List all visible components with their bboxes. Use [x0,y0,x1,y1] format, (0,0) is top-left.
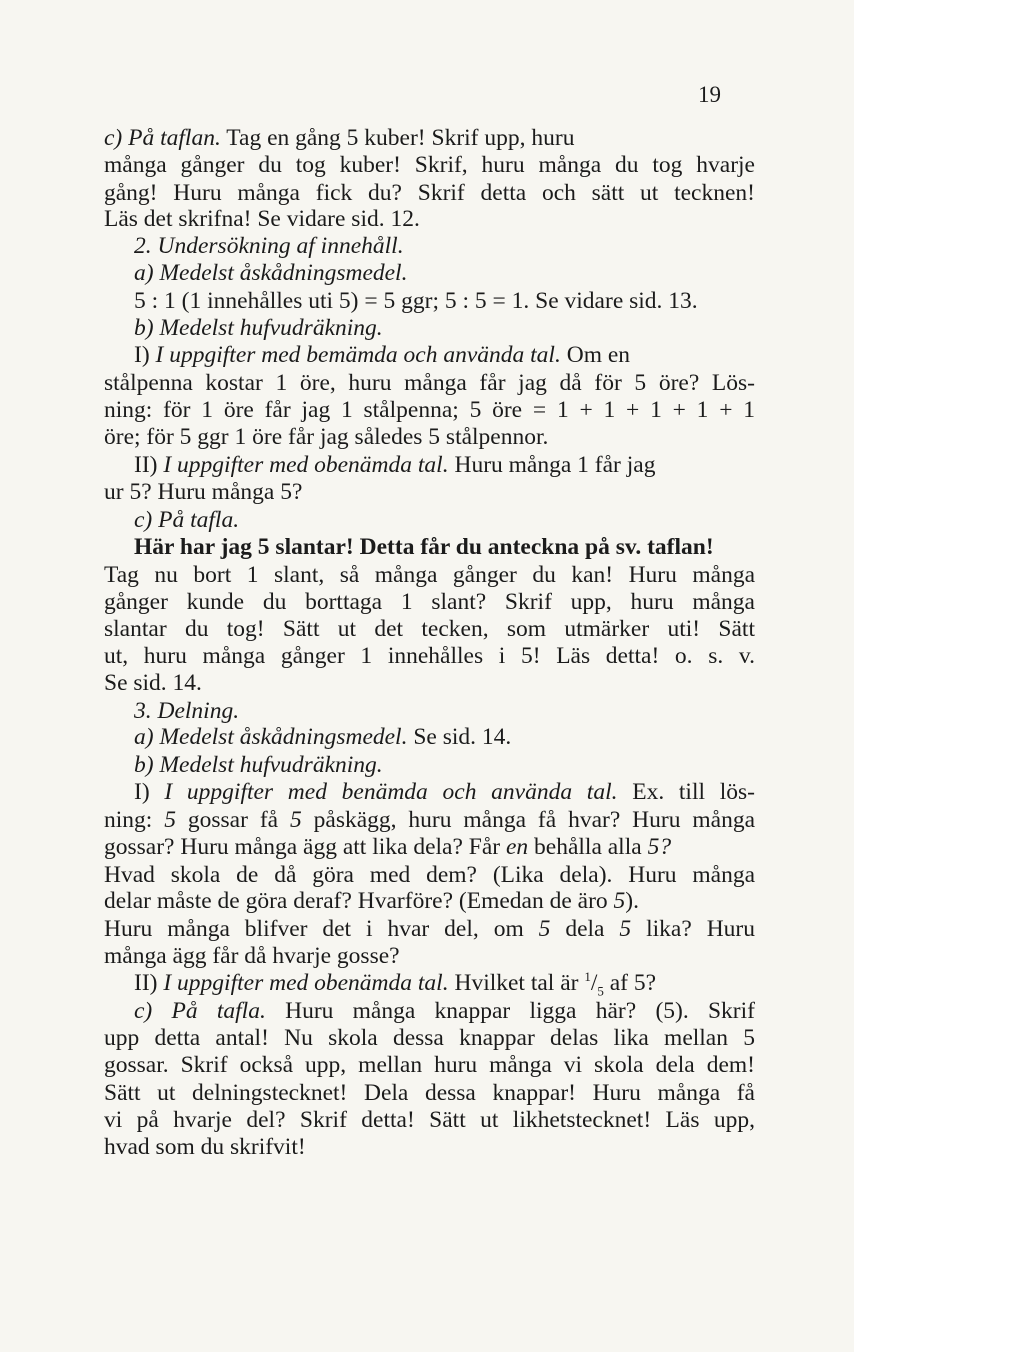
text-segment: 5 [619,916,632,942]
text-segment: II) [134,452,164,478]
text-segment: lika? Huru [631,916,756,942]
text-line [104,642,755,670]
text-segment: Tag en gång 5 kuber! Skrif upp, huru [220,125,575,151]
text-segment: Undersökning af innehåll. [157,233,404,259]
text-line [104,205,420,233]
text-segment: ur 5? Huru många 5? [104,479,303,505]
text-segment: upp detta antal! Nu skola dessa knappar delas lika mellan 5 [104,1025,755,1051]
text-segment: c) [134,507,159,533]
text-line [104,179,755,207]
text-segment: Medelst åskådningsmedel. [159,724,408,750]
text-segment: 5 [289,807,302,833]
text-segment: I) [134,779,165,805]
text-segment: Hvilket tal är [448,970,585,996]
text-segment: / [590,970,598,996]
text-line [104,615,755,643]
text-line [104,861,755,889]
text-segment: Sätt ut delningstecknet! Dela dessa knappar! Huru många få [104,1080,755,1106]
text-line [104,669,202,697]
text-segment: Huru många blifver det i hvar del, om [104,916,539,942]
text-segment: Huru många knappar ligga här? (5). Skrif [265,998,755,1024]
text-segment: c) [104,125,129,151]
text-line [104,1079,755,1107]
text-segment: öre; för 5 ggr 1 öre får jag således 5 stålpennor. [104,424,549,450]
text-segment: en [505,834,529,860]
text-line [104,561,755,589]
text-segment: Medelst åskådningsmedel. [159,260,408,286]
text-line [104,1133,306,1161]
text-segment: hvad som du skrifvit! [104,1134,306,1160]
text-line [134,341,630,369]
text-segment: dela [550,916,620,942]
text-segment: På tafla. [158,507,240,533]
text-line [134,697,239,725]
text-segment: gång! Huru många fick du? Skrif detta och sätt ut tecknen! [104,180,755,206]
text-segment: Se sid. 14. [407,724,512,750]
text-segment: På taflan. [128,125,221,151]
text-line [104,1106,755,1134]
text-segment: 3. [134,698,158,724]
text-segment: vi på hvarje del? Skrif detta! Sätt ut likhetstecknet! Läs upp, [104,1107,755,1133]
text-segment: 5 [538,916,551,942]
text-segment: många ägg får då hvarje gosse? [104,943,400,969]
text-segment: I) [134,342,156,368]
text-segment: slantar du tog! Sätt ut det tecken, som utmärker uti! Sätt [104,616,755,642]
text-line [104,423,548,451]
text-line [134,506,239,534]
text-segment: 5 [164,807,176,833]
text-segment: gossar? Huru många ägg att lika dela? Får [104,834,506,860]
text-segment: a) [134,260,160,286]
text-line [134,997,755,1025]
text-line [104,124,574,152]
text-segment: delar måste de göra deraf? Hvarföre? (Emedan de äro [104,888,614,914]
text-line [104,1024,755,1052]
text-line [134,259,407,287]
text-segment: Tag nu bort 1 slant, så många gånger du kan! Huru många [104,562,755,588]
text-segment: b) [134,752,160,778]
page-number: 19 [698,82,721,107]
text-line [134,314,383,342]
text-segment: Om en [560,342,631,368]
text-line [104,478,302,506]
text-line [134,232,404,260]
text-line [104,887,639,915]
text-line [104,369,755,397]
text-segment: På tafla. [171,998,266,1024]
text-segment: a) [134,724,160,750]
text-segment: påskägg, huru många få hvar? Huru många [301,807,756,833]
text-segment: 5 [597,983,604,999]
text-line [104,806,755,834]
text-segment: ning: för 1 öre får jag 1 stålpenna; 5 öre = 1 + 1 + 1 + 1 + 1 [104,397,755,423]
text-segment: Läs det skrifna! Se vidare sid. 12. [104,206,420,232]
text-segment: I uppgifter med benämda och använda tal. [164,779,618,805]
text-line [104,1051,755,1079]
text-segment: gånger kunde du borttaga 1 slant? Skrif upp, huru många [104,589,755,615]
text-segment: många gånger du tog kuber! Skrif, huru många du tog hvarje [104,152,755,178]
text-segment: behålla alla [528,834,648,860]
text-segment: ning: [104,807,165,833]
text-segment: gossar få [175,807,290,833]
text-segment: 5 : 1 (1 innehålles uti 5) = 5 ggr; 5 : 5 = 1. Se vidare sid. 13. [134,288,698,314]
text-line [104,151,755,179]
text-line [134,287,698,315]
text-segment: Medelst hufvudräkning. [159,315,383,341]
text-line [104,396,755,424]
text-segment: Medelst hufvudräkning. [159,752,383,778]
text-line [134,451,655,479]
text-segment: II) [134,970,164,996]
text-line [104,833,671,861]
scan-edge [854,0,1024,1352]
text-segment: af 5? [603,970,657,996]
text-line [134,778,755,806]
text-segment: I uppgifter med bemämda och använda tal. [155,342,561,368]
text-segment: stålpenna kostar 1 öre, huru många får jag då för 5 öre? Lös- [104,370,755,396]
text-segment: I uppgifter med obenämda tal. [163,452,449,478]
text-line [134,751,383,779]
text-segment: b) [134,315,160,341]
text-segment: c) [134,998,172,1024]
text-segment: Hvad skola de då göra med dem? (Lika dela). Huru många [104,862,755,888]
text-line [104,915,755,943]
text-segment: Ex. till lös- [617,779,755,805]
text-segment: I uppgifter med obenämda tal. [163,970,449,996]
text-segment: gossar. Skrif också upp, mellan huru många vi skola dela dem! [104,1052,755,1078]
text-segment: Delning. [157,698,240,724]
text-segment: ). [625,888,639,914]
text-segment: 5? [647,834,672,860]
text-segment: 2. [134,233,158,259]
text-line [134,969,656,997]
text-line [134,533,714,561]
text-segment: ut, huru många gånger 1 innehålles i 5! Läs detta! o. s. v. [104,643,755,669]
text-line [134,723,511,751]
text-line [104,588,755,616]
text-segment: 1 [584,969,591,985]
text-segment: 5 [613,888,626,914]
text-segment: Se sid. 14. [104,670,202,696]
text-segment: Huru många 1 får jag [448,452,656,478]
text-segment: Här har jag 5 slantar! Detta får du anteckna på sv. taflan! [134,534,714,560]
text-line [104,942,400,970]
